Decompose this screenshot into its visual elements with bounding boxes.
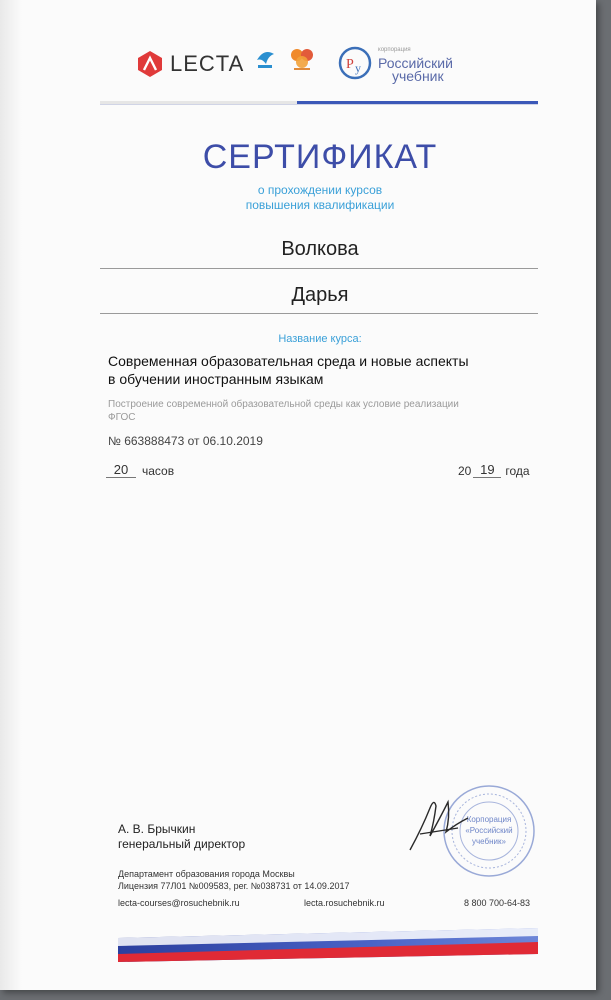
contact-phone: 8 800 700-64-83 <box>464 898 531 908</box>
signer-position: генеральный директор <box>118 837 246 851</box>
license-info: Лицензия 77Л01 №009583, рег. №038731 от 14.09.2017 <box>118 881 350 891</box>
stamp-line1: Корпорация <box>466 815 512 824</box>
surname-underline <box>100 268 538 269</box>
rosuchebnik-corp-label: корпорация <box>378 47 411 53</box>
year-prefix: 20 <box>458 464 472 478</box>
rosuchebnik-line1: Российский <box>378 55 453 71</box>
recipient-surname: Волкова <box>281 238 359 260</box>
lecta-logo <box>136 50 244 78</box>
svg-text:y: y <box>355 61 361 75</box>
rosuchebnik-icon <box>338 46 372 80</box>
rosuchebnik-line2: учебник <box>392 68 444 84</box>
hours-field <box>106 462 174 478</box>
certificate-subtitle <box>0 183 596 213</box>
contact-email: lecta-courses@rosuchebnik.ru <box>118 898 240 908</box>
drofa-icon <box>252 46 278 72</box>
lecta-wordmark: LECTA <box>170 51 245 76</box>
ventana-graf-logo <box>288 46 316 74</box>
course-title-line1: Современная образовательная среда и новые аспекты <box>108 353 469 369</box>
certificate-title: СЕРТИФИКАТ <box>202 138 438 176</box>
name-underline <box>100 313 538 314</box>
drofa-logo <box>252 46 278 74</box>
svg-text:P: P <box>346 57 354 72</box>
ventana-graf-icon <box>288 46 316 72</box>
subtitle-line1: о прохождении курсов <box>257 183 383 197</box>
year-suffix: года <box>505 464 530 478</box>
year-field <box>458 462 530 478</box>
department-name: Департамент образования города Москвы <box>118 869 295 879</box>
signer-name: А. В. Брычкин <box>118 822 196 836</box>
course-subtitle <box>108 398 548 424</box>
signer-block <box>118 822 245 852</box>
logos-row <box>0 40 596 90</box>
department-block <box>118 868 349 892</box>
year-value: 19 <box>473 462 501 478</box>
course-subtitle-line1: Построение современной образовательной среды как условие реализации <box>108 399 459 410</box>
header-divider <box>100 101 538 104</box>
stamp-line2: «Российский <box>465 826 513 835</box>
recipient-name: Дарья <box>291 284 349 306</box>
course-title-line2: в обучении иностранным языкам <box>108 371 324 387</box>
subtitle-line2: повышения квалификации <box>245 198 395 212</box>
lecta-icon <box>136 50 164 78</box>
course-subtitle-line2: ФГОС <box>108 412 136 423</box>
certificate-number: № 663888473 от 06.10.2019 <box>108 434 263 448</box>
rosuchebnik-wordmark <box>378 44 453 83</box>
signature <box>400 788 480 858</box>
contact-site: lecta.rosuchebnik.ru <box>304 898 385 908</box>
stamp-line3: учебник» <box>472 837 506 846</box>
hours-unit: часов <box>142 464 175 478</box>
footer-ribbon <box>118 928 538 962</box>
course-label: Название курса: <box>278 333 362 345</box>
course-title <box>108 352 548 388</box>
hours-value: 20 <box>106 462 136 478</box>
